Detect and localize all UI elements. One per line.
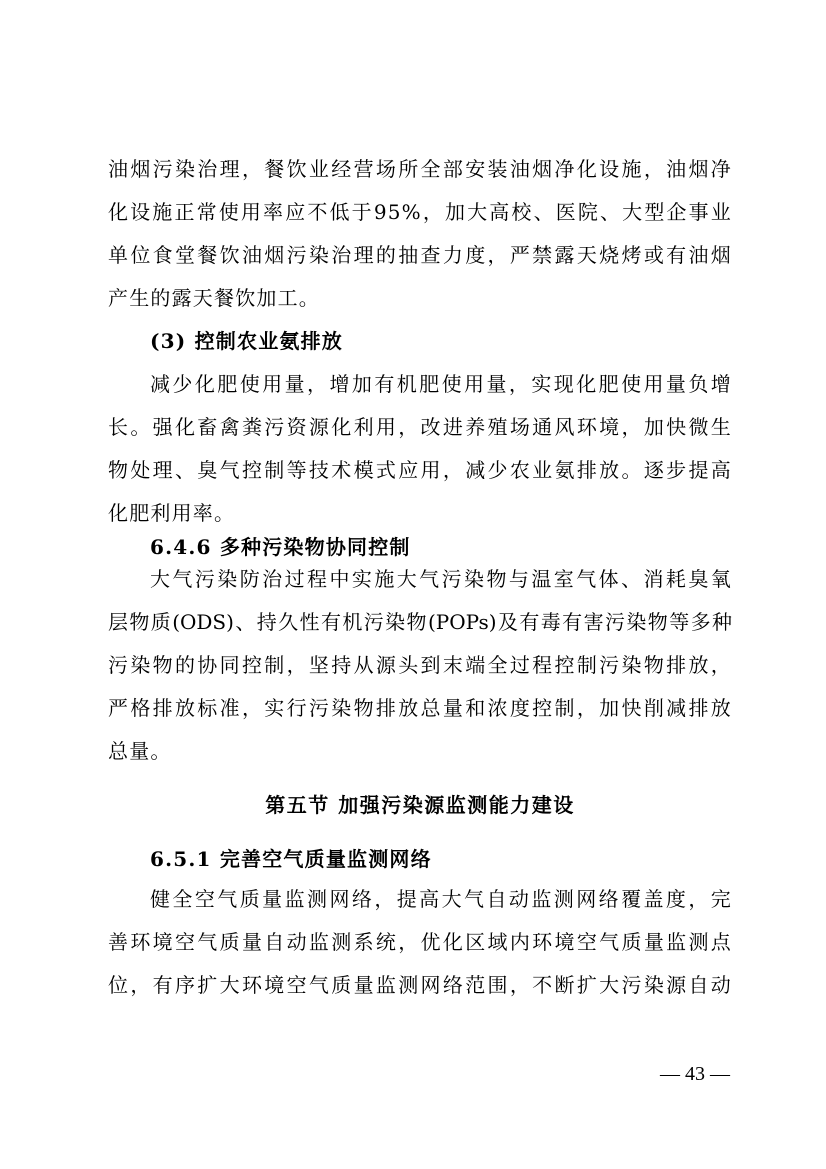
paragraph-line: 健全空气质量监测网络，提高大气自动监测网络覆盖度，完 <box>150 887 732 911</box>
paragraph-line: 化设施正常使用率应不低于95%，加大高校、医院、大型企事业 <box>108 200 732 224</box>
heading-text: 6.4.6 多种污染物协同控制 <box>150 535 411 559</box>
paragraph-line: 总量。 <box>108 739 172 763</box>
paragraph-line: 油烟污染治理，餐饮业经营场所全部安装油烟净化设施，油烟净 <box>108 157 732 181</box>
paragraph-line: 化肥利用率。 <box>108 501 236 525</box>
paragraph-fertilizer <box>108 363 732 535</box>
subheading-ammonia <box>108 320 732 363</box>
paragraph-monitoring-network <box>108 878 732 1007</box>
paragraph-oil-smoke <box>108 148 732 320</box>
subheading-text: (3) 控制农业氨排放 <box>150 329 344 353</box>
heading-6-5-1 <box>108 838 732 881</box>
paragraph-line: 长。强化畜禽粪污资源化利用，改进养殖场通风环境，加快微生 <box>108 415 732 439</box>
paragraph-line: 减少化肥使用量，增加有机肥使用量，实现化肥使用量负增 <box>150 372 732 396</box>
paragraph-line: 污染物的协同控制，坚持从源头到末端全过程控制污染物排放， <box>108 653 732 677</box>
page-number: — 43 — <box>660 1063 730 1085</box>
paragraph-line: 产生的露天餐饮加工。 <box>108 286 320 310</box>
paragraph-line: 严格排放标准，实行污染物排放总量和浓度控制，加快削减排放 <box>108 696 732 720</box>
paragraph-line: 位，有序扩大环境空气质量监测网络范围，不断扩大污染源自动 <box>108 973 732 997</box>
heading-text: 6.5.1 完善空气质量监测网络 <box>150 847 432 871</box>
paragraph-line: 物处理、臭气控制等技术模式应用，减少农业氨排放。逐步提高 <box>108 458 732 482</box>
paragraph-co-control <box>108 558 732 773</box>
paragraph-line: 大气污染防治过程中实施大气污染物与温室气体、消耗臭氧 <box>150 567 732 591</box>
paragraph-line: 单位食堂餐饮油烟污染治理的抽查力度，严禁露天烧烤或有油烟 <box>108 243 732 267</box>
paragraph-line: 善环境空气质量自动监测系统，优化区域内环境空气质量监测点 <box>108 930 732 954</box>
section-title: 第五节 加强污染源监测能力建设 <box>265 793 575 817</box>
paragraph-line: 层物质(ODS)、持久性有机污染物(POPs)及有毒有害污染物等多种 <box>108 610 732 634</box>
